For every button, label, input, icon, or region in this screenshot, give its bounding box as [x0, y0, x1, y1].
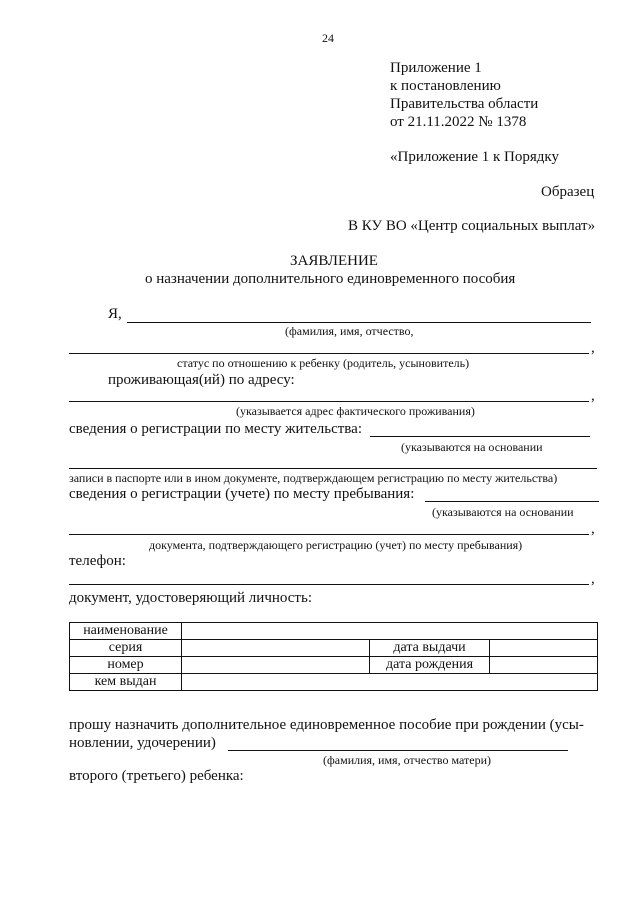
issued-by-cell[interactable] — [182, 674, 598, 691]
page-number: 24 — [322, 31, 334, 45]
reg-stay-label: сведения о регистрации (учете) по месту пребывания: — [69, 486, 415, 502]
address-hint: (указывается адрес фактического проживания) — [236, 404, 475, 418]
sample-label: Образец — [541, 184, 595, 200]
comma: , — [591, 521, 595, 537]
addressee: В КУ ВО «Центр социальных выплат» — [348, 218, 596, 234]
reg-stay-field-line[interactable] — [425, 501, 599, 502]
reg-stay-hint-1: (указываются на основании — [432, 505, 574, 519]
table-label-issue-date: дата выдачи — [370, 640, 490, 657]
appendix-line-3: Правительства области — [390, 96, 539, 112]
comma: , — [591, 571, 595, 587]
table-label-series: серия — [70, 640, 182, 657]
status-field-line[interactable] — [69, 353, 589, 354]
reg-residence-field-line[interactable] — [370, 436, 590, 437]
document-subtitle: о назначении дополнительного единовременного пособия — [145, 271, 516, 287]
id-document-table — [69, 622, 598, 691]
appendix-line-2: к постановлению — [390, 78, 501, 94]
reg-residence-hint-1: (указываются на основании — [401, 440, 543, 454]
table-row — [70, 657, 598, 674]
table-row — [70, 640, 598, 657]
issue-date-cell[interactable] — [490, 640, 598, 657]
reg-residence-label: сведения о регистрации по месту жительства: — [69, 421, 362, 437]
table-row — [70, 674, 598, 691]
appendix-line-1: Приложение 1 — [390, 60, 482, 76]
series-cell[interactable] — [182, 640, 370, 657]
table-row — [70, 623, 598, 640]
birth-date-cell[interactable] — [490, 657, 598, 674]
request-line-1: прошу назначить дополнительное единовременное пособие при рождении (усы- — [69, 717, 584, 733]
phone-label: телефон: — [69, 553, 126, 569]
table-label-name: наименование — [70, 623, 182, 640]
number-cell[interactable] — [182, 657, 370, 674]
mother-fio-field-line[interactable] — [228, 750, 568, 751]
child-label: второго (третьего) ребенка: — [69, 768, 244, 784]
comma: , — [591, 340, 595, 356]
appendix-line-4: от 21.11.2022 № 1378 — [390, 114, 527, 130]
fio-field-line[interactable] — [127, 322, 591, 323]
reg-stay-field-line-2[interactable] — [69, 534, 589, 535]
appendix-order: «Приложение 1 к Порядку — [390, 149, 559, 165]
fio-hint: (фамилия, имя, отчество, — [285, 324, 414, 338]
phone-field-line[interactable] — [69, 584, 589, 585]
reg-residence-hint-2: записи в паспорте или в ином документе, подтверждающем регистрацию по месту жительства) — [69, 471, 558, 485]
request-line-2: новлении, удочерении) — [69, 735, 216, 751]
reg-residence-field-line-2[interactable] — [69, 468, 597, 469]
document-title: ЗАЯВЛЕНИЕ — [290, 253, 378, 269]
mother-hint: (фамилия, имя, отчество матери) — [323, 753, 491, 767]
i-label: Я, — [108, 306, 122, 322]
comma: , — [591, 388, 595, 404]
address-label: проживающая(ий) по адресу: — [108, 372, 295, 388]
address-field-line[interactable] — [69, 401, 589, 402]
name-cell[interactable] — [182, 623, 598, 640]
table-label-birth-date: дата рождения — [370, 657, 490, 674]
table-label-number: номер — [70, 657, 182, 674]
id-doc-label: документ, удостоверяющий личность: — [69, 590, 312, 606]
reg-stay-hint-2: документа, подтверждающего регистрацию (учет) по месту пребывания) — [149, 538, 523, 552]
table-label-issued-by: кем выдан — [70, 674, 182, 691]
status-hint: статус по отношению к ребенку (родитель, усыновитель) — [177, 356, 470, 370]
